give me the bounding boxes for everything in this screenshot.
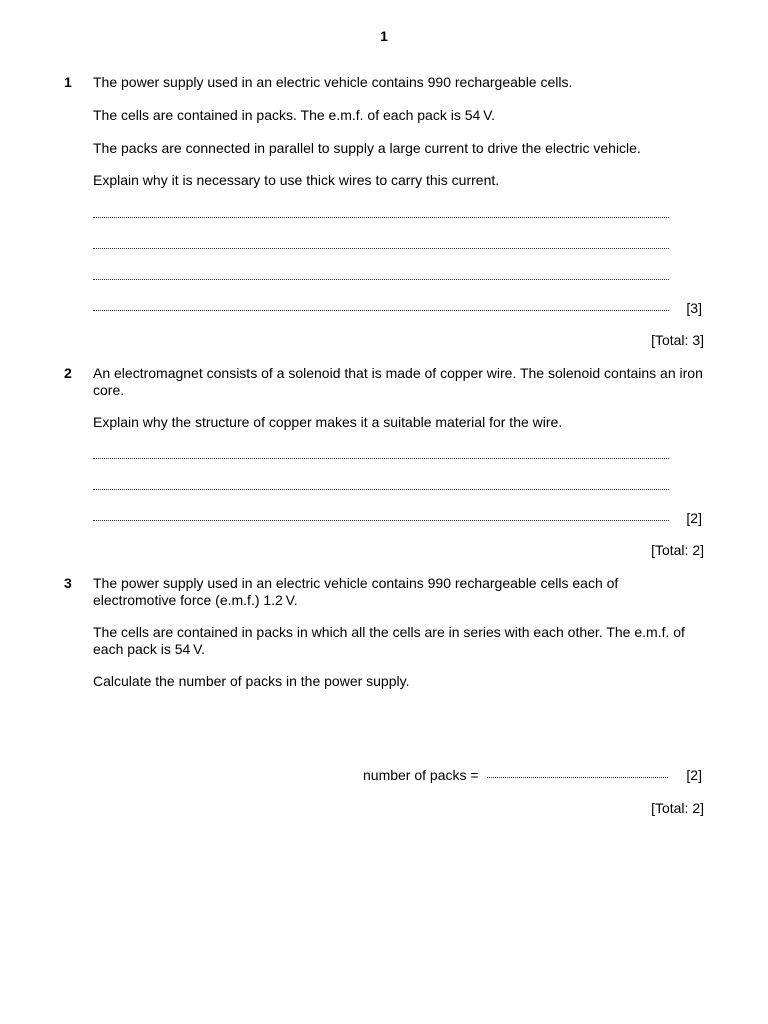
total-marks: [Total: 3] [651,332,704,348]
question-text: The power supply used in an electric vehicle contains 990 rechargeable cells each of electromotive force (e.m.f.) 1.2 V. [93,575,619,608]
answer-line[interactable] [93,480,669,490]
question-text: The cells are contained in packs in which all the cells are in series with each other. The e.m.f. of each pack is 54 V. [93,624,685,657]
answer-line[interactable] [93,270,669,280]
answer-line[interactable] [487,768,668,778]
question-text: Explain why the structure of copper makes it a suitable material for the wire. [93,414,563,430]
question-text: The packs are connected in parallel to supply a large current to drive the electric vehicle. [93,140,641,156]
answer-line[interactable] [93,449,669,459]
question-text: Explain why it is necessary to use thick wires to carry this current. [93,172,500,188]
mark-allocation: [2] [686,767,702,783]
answer-label: number of packs = [363,767,479,783]
total-marks: [Total: 2] [651,542,704,558]
question-number: 1 [64,74,72,90]
mark-allocation: [3] [686,300,702,316]
question-text: Calculate the number of packs in the power supply. [93,673,410,689]
question-number: 3 [64,575,72,591]
mark-allocation: [2] [686,510,702,526]
question-text: The power supply used in an electric vehicle contains 990 rechargeable cells. [93,74,573,90]
answer-line[interactable] [93,301,669,311]
question-text: The cells are contained in packs. The e.m.f. of each pack is 54 V. [93,107,496,123]
total-marks: [Total: 2] [651,800,704,816]
answer-line[interactable] [93,511,669,521]
question-text: An electromagnet consists of a solenoid that is made of copper wire. The solenoid contains an iron core. [93,365,703,398]
answer-line[interactable] [93,208,669,218]
page-number: 1 [380,28,388,44]
question-number: 2 [64,365,72,381]
answer-line[interactable] [93,239,669,249]
